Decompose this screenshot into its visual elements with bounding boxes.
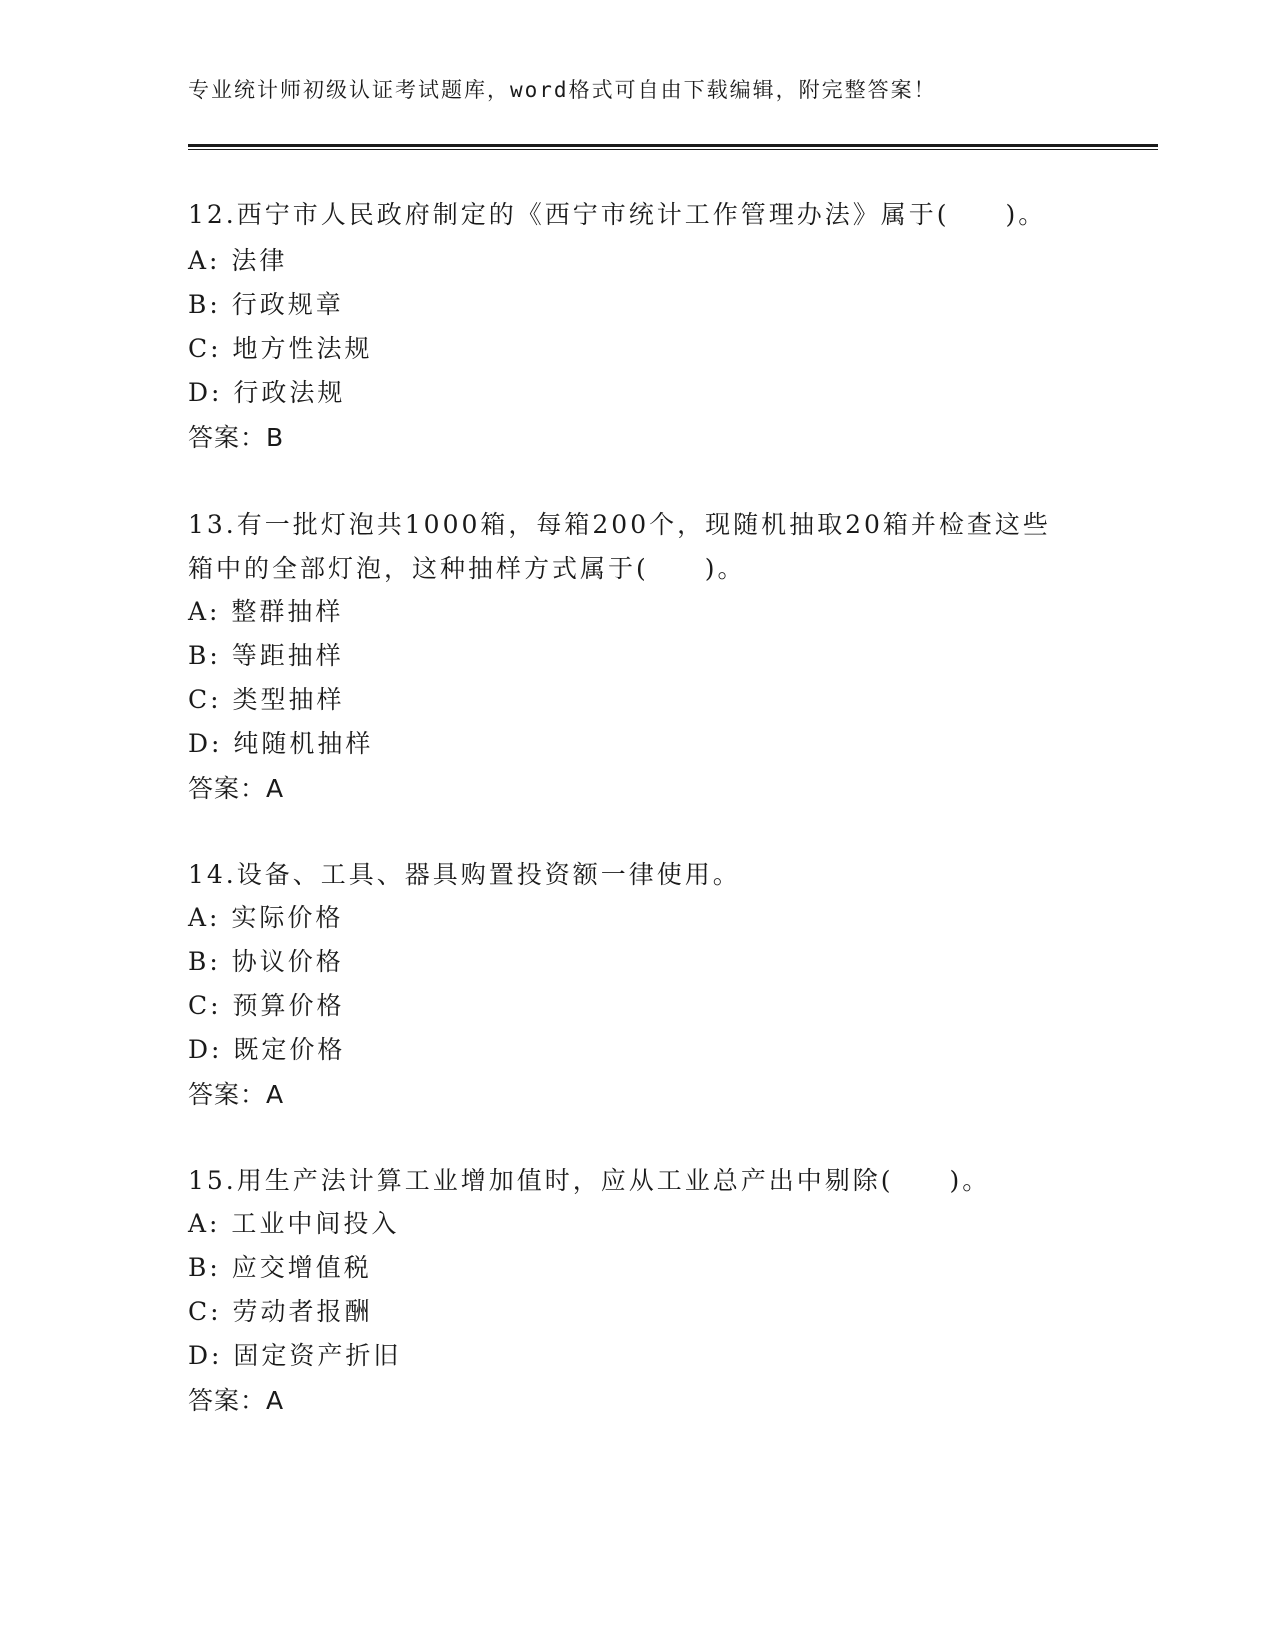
option-c: C: 地方性法规 — [188, 334, 373, 363]
option-b: B: 等距抽样 — [188, 641, 344, 670]
option-d: D: 既定价格 — [188, 1035, 346, 1064]
option-a: A: 整群抽样 — [188, 597, 344, 626]
option-c: C: 劳动者报酬 — [188, 1297, 373, 1326]
option-a: A: 法律 — [188, 246, 288, 275]
option-b: B: 行政规章 — [188, 290, 344, 319]
answer-text: 答案：A — [188, 1386, 285, 1415]
option-c: C: 类型抽样 — [188, 685, 345, 714]
header-divider — [188, 144, 1158, 150]
question-stem-continued: 箱中的全部灯泡，这种抽样方式属于( )。 — [188, 554, 746, 583]
option-b: B: 应交增值税 — [188, 1253, 372, 1282]
question-stem: 13.有一批灯泡共1000箱，每箱200个，现随机抽取20箱并检查这些 — [188, 510, 1051, 539]
question-stem: 12.西宁市人民政府制定的《西宁市统计工作管理办法》属于( )。 — [188, 200, 1047, 229]
answer-text: 答案：B — [188, 423, 285, 452]
answer-text: 答案：A — [188, 774, 285, 803]
question-stem: 14.设备、工具、器具购置投资额一律使用。 — [188, 860, 741, 889]
option-a: A: 工业中间投入 — [188, 1209, 400, 1238]
option-c: C: 预算价格 — [188, 991, 345, 1020]
option-a: A: 实际价格 — [188, 903, 344, 932]
option-d: D: 固定资产折旧 — [188, 1341, 402, 1370]
option-d: D: 行政法规 — [188, 378, 346, 407]
header-text: 专业统计师初级认证考试题库，word格式可自由下载编辑，附完整答案！ — [188, 78, 937, 102]
answer-text: 答案：A — [188, 1080, 285, 1109]
option-b: B: 协议价格 — [188, 947, 344, 976]
question-stem: 15.用生产法计算工业增加值时，应从工业总产出中剔除( )。 — [188, 1166, 991, 1195]
option-d: D: 纯随机抽样 — [188, 729, 374, 758]
